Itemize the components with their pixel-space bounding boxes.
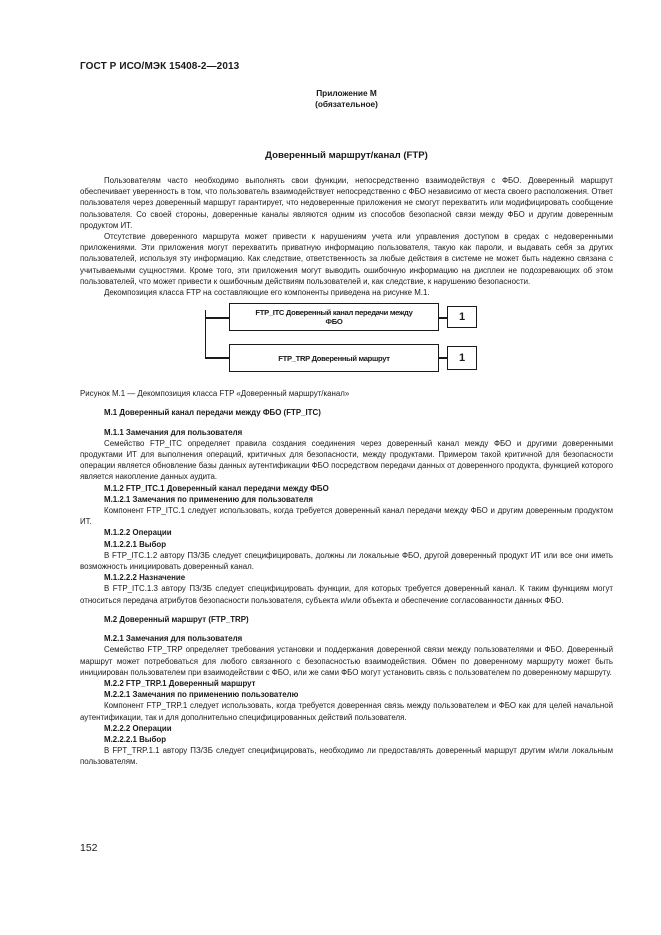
heading-m1-2: М.1.2 FTP_ITC.1 Доверенный канал передачи между ФБО [104,483,329,493]
ftp-trp-box: FTP_TRP Доверенный маршрут [229,344,439,372]
paragraph-m1-2-1: Компонент FTP_ITC.1 следует использовать, когда требуется доверенный канал передачи между ФБО и другим доверенным продуктом ИТ. [80,506,613,527]
paragraph-m2-2-2-1: В FPT_TRP.1.1 автору ПЗ/ЗБ следует специфицировать, необходимо ли предоставлять доверенный маршрут другим и/или локальным пользователям. [80,746,613,767]
heading-m1-2-1: М.1.2.1 Замечания по применению для пользователя [104,494,314,504]
paragraph-m1-2-2-1: В FTP_ITC.1.2 автору ПЗ/ЗБ следует специфицировать, должны ли локальные ФБО, другой доверенный продукт ИТ или все они иметь возможность инициировать доверенный канал. [80,550,613,572]
ftp-trp-level: 1 [447,346,477,370]
paragraph-m2-2-1: Компонент FTP_TRP.1 следует использовать, когда требуется доверенная связь между пользователем и ФБО как для целей начальной аутентификации, так и для дополнительно специфицированных действий пользователя. [80,701,613,722]
diagram-link-2 [439,357,447,358]
annex-title: Приложение М [316,88,377,98]
heading-m2-2-2-1: М.2.2.2.1 Выбор [104,734,167,744]
intro-paragraph-3: Декомпозиция класса FTP на составляющие его компоненты приведена на рисунке М.1. [104,288,430,298]
document-body [80,175,613,768]
figure-caption: Рисунок М.1 — Декомпозиция класса FTP «Доверенный маршрут/канал» [80,389,350,399]
diagram-connector-1 [205,317,229,318]
intro-paragraph-1: Пользователям часто необходимо выполнять свои функции, непосредственно взаимодействуя с ФБО. Доверенный маршрут обеспечивает уверенность в том, что пользователь взаимодействует непосредственно с ФБО независимо от места своего расположения. Ответ пользователя через доверенный маршрут гарантирует, что недоверенные приложения не смогут перехватить или модифицировать сообщение пользователя. Со своей стороны, доверенные каналы являются одним из способов безопасной связи между ФБО и другим доверенным продуктом ИТ. [80,176,613,230]
page-number: 152 [80,842,98,854]
document-header: ГОСТ Р ИСО/МЭК 15408-2—2013 [80,61,240,72]
heading-m2: М.2 Доверенный маршрут (FTP_TRP) [104,614,249,624]
paragraph-m1-1: Семейство FTP_ITC определяет правила создания соединения через доверенный канал между ФБО и другими доверенными продуктами ИТ для выполнения операций, критичных для безопасности, между продуктами. Примером такой критичной для безопасности операции является обновление базы данных аутентификации ФБО посредством передачи данных от доверенного продукта, функцией которого является накопление данных аудита. [80,438,613,482]
heading-m1-2-2: М.1.2.2 Операции [104,528,172,538]
diagram-link-1 [439,317,447,318]
section-title: Доверенный маршрут/канал (FTP) [265,150,428,161]
heading-m1-2-2-2: М.1.2.2.2 Назначение [104,573,186,583]
ftp-itc-box: FTP_ITC Доверенный канал передачи между ФБО [229,303,439,331]
heading-m2-1: М.2.1 Замечания для пользователя [104,634,243,644]
annex-status: (обязательное) [315,99,378,109]
heading-m1: М.1 Доверенный канал передачи между ФБО (FTP_ITC) [104,408,321,418]
heading-m1-2-2-1: М.1.2.2.1 Выбор [104,539,167,549]
heading-m2-2-1: М.2.2.1 Замечания по применению пользователю [104,690,299,700]
heading-m2-2-2: М.2.2.2 Операции [104,723,172,733]
diagram-connector-2 [205,357,229,358]
ftp-itc-level: 1 [447,306,477,328]
paragraph-m2-1: Семейство FTP_TRP определяет требования установки и поддержания доверенной связи между пользователями и ФБО. Доверенный маршрут может потребоваться для любого связанного с безопасностью взаимодействия. Обмен по доверенному маршруту может быть инициирован пользователем при взаимодействии с ФБО, или же сами ФБО могут установить связь с пользователем по доверенному маршруту. [80,645,613,677]
intro-paragraph-2: Отсутствие доверенного маршрута может привести к нарушениям учета или управления доступом в средах с недоверенными приложениями. Эти приложения могут перехватить приватную информацию пользователя, такую как пароли, и выдавать себя за других пользователей, используя эту информацию. Как следствие, ответственность за любые действия в системе не может быть надежно связана с учитываемыми сущностями. Кроме того, эти приложения могут выводить ошибочную информацию на дисплеи не подозревающих об этом пользователей, что может привести к ошибочным действиям пользователей и, как следствие, к нарушению безопасности. [80,232,613,286]
heading-m1-1: М.1.1 Замечания для пользователя [104,427,243,437]
heading-m2-2: М.2.2 FTP_TRP.1 Доверенный маршрут [104,678,256,688]
decomposition-diagram [80,298,613,388]
annex-block [80,88,613,110]
paragraph-m1-2-2-2: В FTP_ITC.1.3 автору ПЗ/ЗБ следует специфицировать функции, для которых требуется доверенный канал. К таким функциям могут относиться передача атрибутов безопасности пользователя, субъекта и/или объекта и обеспечение согласованности данных ФБО. [80,584,613,605]
